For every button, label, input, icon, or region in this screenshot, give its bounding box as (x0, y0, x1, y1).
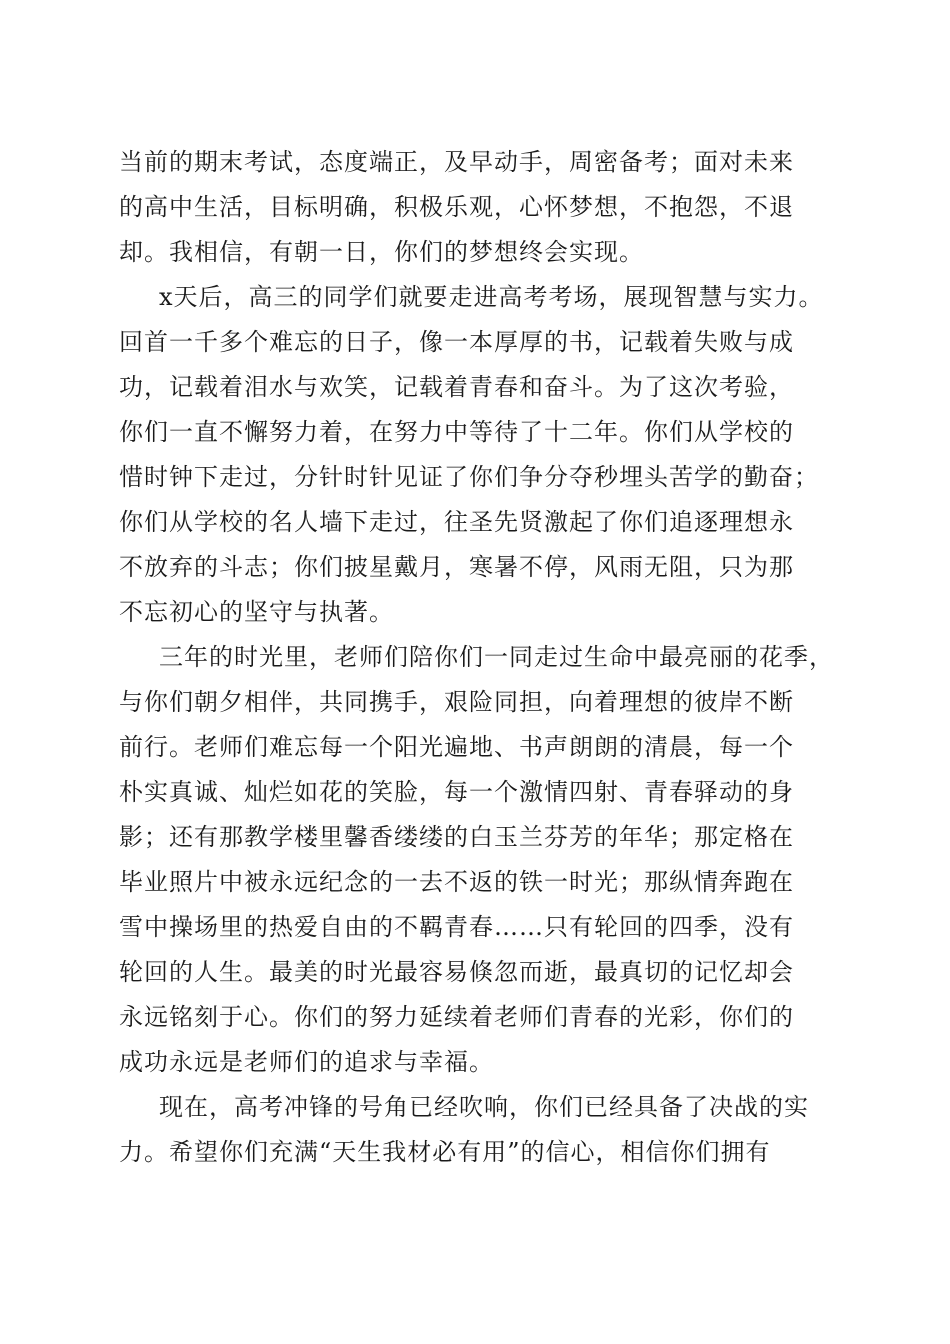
text-line: 不忘初心的坚守与执著。 (119, 598, 394, 626)
text-line: 永远铭刻于心。你们的努力延续着老师们青春的光彩，你们的 (119, 1003, 794, 1031)
text-line: x天后，高三的同学们就要走进高考考场，展现智慧与实力。 (159, 283, 824, 311)
text-line: 朴实真诚、灿烂如花的笑脸，每一个激情四射、青春驿动的身 (119, 778, 794, 806)
text-line: 影；还有那教学楼里馨香缕缕的白玉兰芬芳的年华；那定格在 (119, 823, 794, 851)
document-body (119, 140, 839, 1175)
text-line: 轮回的人生。最美的时光最容易倏忽而逝，最真切的记忆却会 (119, 958, 794, 986)
paragraph (119, 635, 839, 1085)
text-line: 当前的期末考试，态度端正，及早动手，周密备考；面对未来 (119, 148, 794, 176)
text-line: 毕业照片中被永远纪念的一去不返的铁一时光；那纵情奔跑在 (119, 868, 794, 896)
text-line: 现在，高考冲锋的号角已经吹响，你们已经具备了决战的实 (159, 1093, 809, 1121)
text-line: 你们一直不懈努力着，在努力中等待了十二年。你们从学校的 (119, 418, 794, 446)
text-line: 三年的时光里，老师们陪你们一同走过生命中最亮丽的花季， (159, 643, 834, 671)
text-line: 力。希望你们充满“天生我材必有用”的信心，相信你们拥有 (119, 1138, 771, 1166)
text-line: 雪中操场里的热爱自由的不羁青春……只有轮回的四季，没有 (119, 913, 794, 941)
text-line: 成功永远是老师们的追求与幸福。 (119, 1048, 494, 1076)
text-line: 却。我相信，有朝一日，你们的梦想终会实现。 (119, 238, 644, 266)
paragraph (119, 140, 839, 275)
text-line: 的高中生活，目标明确，积极乐观，心怀梦想，不抱怨，不退 (119, 193, 794, 221)
paragraph (119, 1085, 839, 1175)
text-line: 与你们朝夕相伴，共同携手，艰险同担，向着理想的彼岸不断 (119, 688, 794, 716)
text-line: 功，记载着泪水与欢笑，记载着青春和奋斗。为了这次考验， (119, 373, 794, 401)
text-line: 不放弃的斗志；你们披星戴月，寒暑不停，风雨无阻，只为那 (119, 553, 794, 581)
text-line: 惜时钟下走过，分针时针见证了你们争分夺秒埋头苦学的勤奋； (119, 463, 819, 491)
paragraph (119, 275, 839, 635)
text-line: 前行。老师们难忘每一个阳光遍地、书声朗朗的清晨，每一个 (119, 733, 794, 761)
text-line: 回首一千多个难忘的日子，像一本厚厚的书，记载着失败与成 (119, 328, 794, 356)
text-line: 你们从学校的名人墙下走过，往圣先贤激起了你们追逐理想永 (119, 508, 794, 536)
